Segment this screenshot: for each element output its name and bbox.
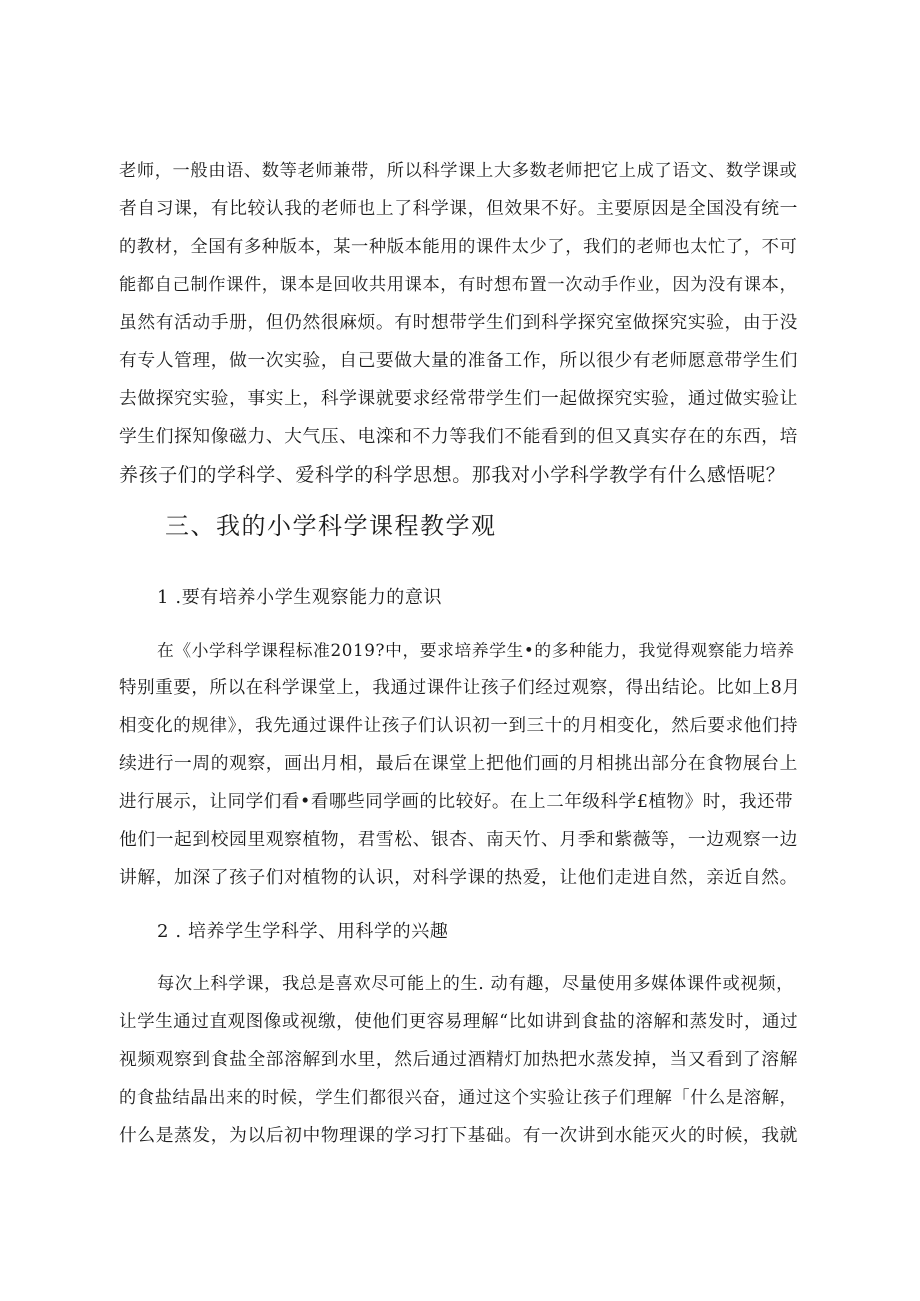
text-line: 的食盐结晶出来的时候，学生们都很兴奋，通过这个实验让孩子们理解「什么是溶解， <box>119 1088 798 1108</box>
text-line: 去做探究实验，事实上，科学课就要求经常带学生们一起做探究实验，通过做实验让 <box>119 389 798 409</box>
subsection-title-1: 1 .要有培养小学生观察能力的意识 <box>157 587 443 608</box>
text-line: 养孩子们的学科学、爱科学的科学思想。那我对小学科学教学有什么感悟呢？ <box>119 464 786 486</box>
text-line: 能都自己制作课件，课本是回收共用课本，有时想布置一次动手作业，因为没有课本， <box>119 275 798 295</box>
text-line: 老师，一般由语、数等老师兼带，所以科学课上大多数老师把它上成了语文、数学课或 <box>119 161 798 181</box>
text-line: 相变化的规律》，我先通过课件让孩子们认识初一到三十的月相变化，然后要求他们持 <box>119 716 799 736</box>
section-heading: 三、我的小学科学课程教学观 <box>165 512 497 540</box>
text-line: 的教材，全国有多种版本，某一种版本能用的课件太少了，我们的老师也太忙了，不可 <box>119 237 798 257</box>
text-line: 每次上科学课，我总是喜欢尽可能上的生. 动有趣，尽量使用多媒体课件或视频， <box>157 974 794 994</box>
text-line: 者自习课，有比较认我的老师也上了科学课，但效果不好。主要原因是全国没有统一 <box>119 199 798 219</box>
text-line: 什么是蒸发，为以后初中物理课的学习打下基础。有一次讲到水能灭火的时候，我就 <box>119 1126 798 1146</box>
text-line: 有专人管理，做一次实验，自己要做大量的准备工作，所以很少有老师愿意带学生们 <box>119 351 798 371</box>
text-line: 视频观察到食盐全部溶解到水里，然后通过酒精灯加热把水蒸发掉，当又看到了溶解 <box>119 1050 798 1070</box>
text-line: 进行展示，让同学们看•看哪些同学画的比较好。在上二年级科学£植物》时，我还带 <box>119 792 794 812</box>
text-line: 他们一起到校园里观察植物，君雪松、银杏、南天竹、月季和紫薇等，一边观察一边 <box>119 830 798 850</box>
text-line: 特别重要，所以在科学课堂上，我通过课件让孩子们经过观察，得出结论。比如上8月 <box>119 678 801 698</box>
text-line: 学生们探知像磁力、大气压、电滦和不力等我们不能看到的但又真实存在的东西，培 <box>119 427 798 447</box>
text-line: 在《小学科学课程标准2019?中，要求培养学生•的多种能力，我觉得观察能力培养 <box>157 640 795 660</box>
text-line: 让学生通过直观图像或视缴，使他们更容易理解“比如讲到食盐的溶解和蒸发时，通过 <box>119 1012 799 1032</box>
text-line: 续进行一周的观察，画出月相，最后在课堂上把他们画的月相挑出部分在食物展台上 <box>119 754 798 774</box>
text-line: 讲解，加深了孩子们对植物的认识，对科学课的热爱，让他们走进自然，亲近自然。 <box>119 868 798 888</box>
text-line: 虽然有活动手册，但仍然很麻烦。有时想带学生们到科学探究室做探究实验，由于没 <box>119 313 798 333</box>
subsection-title-2: 2 . 培养学生学科学、用科学的兴趣 <box>157 921 449 942</box>
